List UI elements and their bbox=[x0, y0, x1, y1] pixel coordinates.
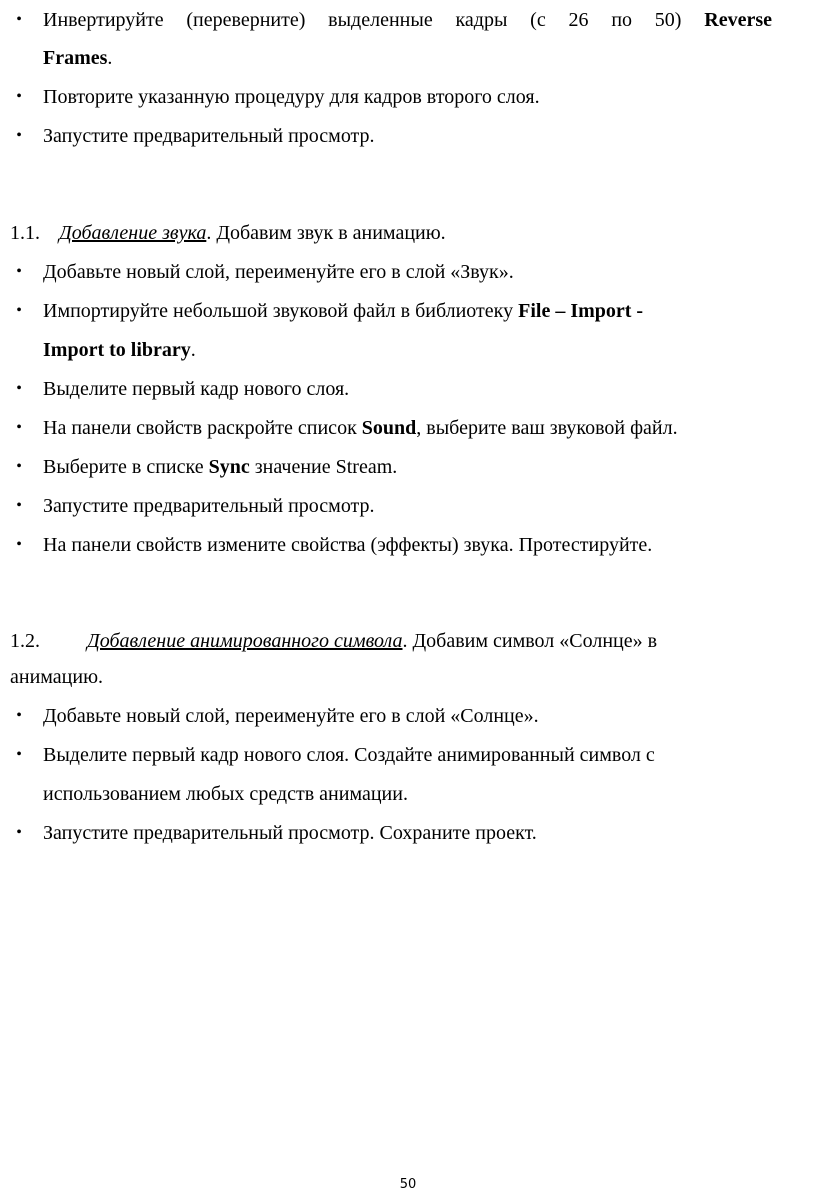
bullet: • bbox=[16, 707, 22, 724]
section-title: Добавление звука bbox=[59, 222, 207, 244]
list-item: Запустите предварительный просмотр. bbox=[43, 125, 375, 147]
section-title: Добавление анимированного символа bbox=[87, 630, 403, 652]
bullet: • bbox=[16, 11, 22, 28]
bullet: • bbox=[16, 458, 22, 475]
bullet: • bbox=[16, 824, 22, 841]
list-item-import-cont: Import to library. bbox=[43, 339, 196, 361]
bullet: • bbox=[16, 88, 22, 105]
list-item-cont: использованием любых средств анимации. bbox=[43, 783, 408, 805]
page-number: 50 bbox=[399, 1177, 417, 1192]
list-item: Добавьте новый слой, переименуйте его в слой «Звук». bbox=[43, 261, 514, 283]
section-heading-1-2: 1.2. Добавление анимированного символа. Добавим символ «Солнце» в bbox=[10, 630, 658, 652]
bullet: • bbox=[16, 536, 22, 553]
list-item: Запустите предварительный просмотр. bbox=[43, 495, 375, 517]
list-item-reverse-frames: Инвертируйте (переверните) выделенные кадры (с 26 по 50) Reverse bbox=[43, 9, 773, 31]
bullet: • bbox=[16, 497, 22, 514]
bullet: • bbox=[16, 302, 22, 319]
list-item: На панели свойств измените свойства (эффекты) звука. Протестируйте. bbox=[43, 534, 653, 556]
list-item-reverse-frames-cont: Frames. bbox=[43, 47, 113, 69]
list-item-import: Импортируйте небольшой звуковой файл в библиотеку File – Import - bbox=[43, 300, 644, 322]
bullet: • bbox=[16, 263, 22, 280]
section-heading-1-2-cont: анимацию. bbox=[10, 666, 104, 688]
list-item: Добавьте новый слой, переименуйте его в слой «Солнце». bbox=[43, 705, 539, 727]
bullet: • bbox=[16, 419, 22, 436]
list-item: Запустите предварительный просмотр. Сохраните проект. bbox=[43, 822, 537, 844]
list-item: Выделите первый кадр нового слоя. Создайте анимированный символ с bbox=[43, 744, 655, 766]
bullet: • bbox=[16, 127, 22, 144]
list-item-sync: Выберите в списке Sync значение Stream. bbox=[43, 456, 398, 478]
bullet: • bbox=[16, 380, 22, 397]
section-heading-1-1: 1.1. Добавление звука. Добавим звук в анимацию. bbox=[10, 222, 446, 244]
list-item-sound: На панели свойств раскройте список Sound, выберите ваш звуковой файл. bbox=[43, 417, 678, 439]
bullet: • bbox=[16, 746, 22, 763]
list-item: Выделите первый кадр нового слоя. bbox=[43, 378, 350, 400]
list-item: Повторите указанную процедуру для кадров второго слоя. bbox=[43, 86, 540, 108]
